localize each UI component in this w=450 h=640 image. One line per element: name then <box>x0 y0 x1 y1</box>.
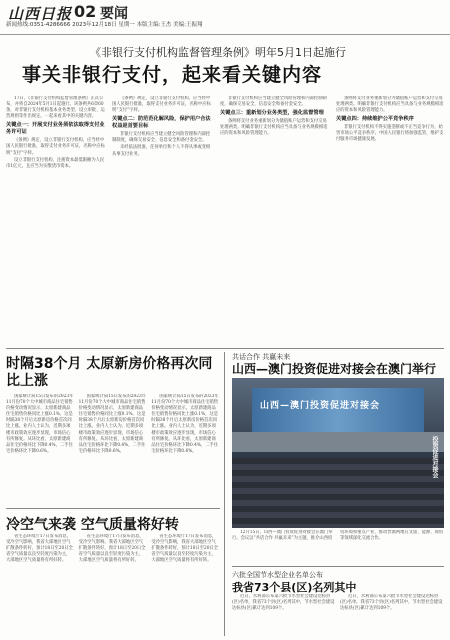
story-paragraph: 近日，水利部公布第六批节水型社会建设达标县(区)名单，我省73个县(区)名列其中，节水型社会建设达标县(区)累计达到109个。 <box>232 594 335 612</box>
story-kicker: 共话合作 共赢未来 <box>232 353 291 361</box>
page-number: 02 <box>74 2 97 21</box>
divider <box>6 348 444 349</box>
story-paragraph: 近日，水利部公布第六批节水型社会建设达标县(区)名单，我省73个县(区)名列其中，节水型社会建设达标县(区)累计达到109个。 <box>340 594 443 612</box>
story-body <box>6 534 220 636</box>
lead-column-3 <box>220 96 330 346</box>
conference-photo <box>232 378 444 528</box>
lead-paragraph: 非银行支付机构不得实施垄断或不正当竞争行为，妨害市场公平竞争秩序。中国人民银行将加强监管，维护支付服务市场健康发展。 <box>336 125 444 143</box>
lead-paragraph: 非银行支付机构应当建立健全风险管理和内部控制制度，确保交易安全、信息安全和备付金安全。 <box>112 132 211 144</box>
lead-subhead: 关键点三：重新划分业务类型，强化监督管理 <box>220 110 324 117</box>
lead-paragraph: 条例将支付业务重新划分为储值账户运营和支付交易处理两类。明确非银行支付机构应当具备与业务规模相适应的资本和风险管理能力。 <box>220 119 328 137</box>
divider <box>232 566 444 567</box>
divider <box>6 508 220 509</box>
lead-paragraph: 《条例》规定，设立非银行支付机构，应当经中国人民银行批准，取得支付业务许可证，名称中应标明“支付”字样。 <box>112 96 211 114</box>
story-body <box>232 594 444 636</box>
photo-audience <box>232 458 444 528</box>
story-paragraph: 国家统计局15日发布的2023年11月份70个大中城市商品住宅销售价格变动情况显示，太原新建商品住宅销售价格同比上涨0.1%，这是时隔38个月后太原新房价格首次同比上涨。业内人士认为，近期多项楼市政策效应逐步显现，市场信心有所修复。从环比看，太原新建商品住宅价格环比下降0.4%，二手住宅价格环比下降0.6%。 <box>6 394 74 454</box>
masthead-subline: 新闻热线:0351-4286666 2023年12月18日 星期一 本版主编:王杰 美编:王振翔 <box>6 22 203 28</box>
masthead <box>0 0 450 35</box>
photo-banner-text: 山西—澳门投资促进对接会 <box>260 401 381 411</box>
divider <box>224 352 225 636</box>
lead-column-2 <box>112 96 214 346</box>
story-paragraph: 国家统计局15日发布的2023年11月份70个大中城市商品住宅销售价格变动情况显示，太原新建商品住宅销售价格同比上涨0.1%，这是时隔38个月后太原新房价格首次同比上涨。业内人士认为，近期多项楼市政策效应逐步显现，市场信心有所修复。从环比看，太原新建商品住宅价格环比下降0.4%，二手住宅价格环比下降0.6%。 <box>78 394 147 454</box>
lead-subhead: 关键点一：开展支付业务须依法取得支付业务许可证 <box>6 122 105 136</box>
lead-paragraph: 条例将支付业务重新划分为储值账户运营和支付交易处理两类。明确非银行支付机构应当具备与业务规模相适应的资本和风险管理能力。 <box>336 96 444 114</box>
lead-paragraph: 未经依法批准，任何单位和个人不得从事或变相从事支付业务。 <box>112 145 211 157</box>
lead-column-4 <box>336 96 444 346</box>
story-headline: 时隔38个月 太原新房价格再次同比上涨 <box>6 356 213 389</box>
photo-caption: 投资促进对接会 <box>431 436 438 478</box>
story-headline: 山西—澳门投资促进对接会在澳门举行 <box>232 362 437 376</box>
photo-stage <box>232 432 444 452</box>
lead-paragraph: 设立非银行支付机构，注册资本最低限额为人民币1亿元，且应当为实缴货币资本。 <box>6 157 105 169</box>
lead-subhead: 关键点二：防范范化解风险，保护用户合法权益是首要目标 <box>112 116 211 130</box>
story-paragraph: 12月15日，山西—澳门投资促进对接会在澳门举行。会议以“共话合作 共赢未来”为主题，推介山西投资环境和重点产业，推动晋澳两地在文旅、能源、商贸等领域深化交流合作。 <box>232 530 444 542</box>
lead-subhead: 关键点四：持续维护公平竞争秩序 <box>336 116 414 123</box>
lead-paragraph: 《条例》规定，设立非银行支付机构，应当经中国人民银行批准，取得支付业务许可证，名称中应标明“支付”字样。 <box>6 138 105 156</box>
section-title: 要闻 <box>100 6 128 22</box>
lead-paragraph: 17日，《非银行支付机构监督管理条例》正式公布，并将自2024年5月1日起施行。该条例共6章60条，对非银行支付机构基本业务类型、设立审批、运营规则等作出规定。一起来看其中的关键内容。 <box>6 96 105 120</box>
lead-paragraph: 非银行支付机构应当建立健全风险管理和内部控制制度，确保交易安全、信息安全和备付金安全。 <box>220 96 327 108</box>
lead-subtitle: 《非银行支付机构监督管理条例》明年5月1日起施行 <box>90 46 346 59</box>
story-headline: 冷空气来袭 空气质量将好转 <box>6 517 179 533</box>
story-body <box>6 394 220 504</box>
story-body <box>232 530 444 564</box>
newspaper-logo: 山西日报 <box>8 5 73 23</box>
story-paragraph: 省生态环境厅17日发布消息，受冷空气影响，我省大部地区空气扩散条件转好，预计18日至20日全省空气质量以良至轻度污染为主，大部地区空气质量将有所好转。 <box>6 534 73 564</box>
story-headline: 我省73个县(区)名列其中 <box>232 581 357 594</box>
story-paragraph: 省生态环境厅17日发布消息，受冷空气影响，我省大部地区空气扩散条件转好，预计18日至20日全省空气质量以良至轻度污染为主，大部地区空气质量将有所好转。 <box>78 534 146 564</box>
lead-column-1 <box>6 96 106 346</box>
story-kicker: 六批全国节水型企业名单公布 <box>232 571 323 579</box>
story-paragraph: 省生态环境厅17日发布消息，受冷空气影响，我省大部地区空气扩散条件转好，预计18日至20日全省空气质量以良至轻度污染为主，大部地区空气质量将有所好转。 <box>151 534 219 564</box>
lead-headline: 事关非银行支付，起来看关键内容 <box>22 64 323 86</box>
story-paragraph: 国家统计局15日发布的2023年11月份70个大中城市商品住宅销售价格变动情况显示，太原新建商品住宅销售价格同比上涨0.1%，这是时隔38个月后太原新房价格首次同比上涨。业内人士认为，近期多项楼市政策效应逐步显现，市场信心有所修复。从环比看，太原新建商品住宅价格环比下降0.4%，二手住宅价格环比下降0.6%。 <box>151 394 219 454</box>
